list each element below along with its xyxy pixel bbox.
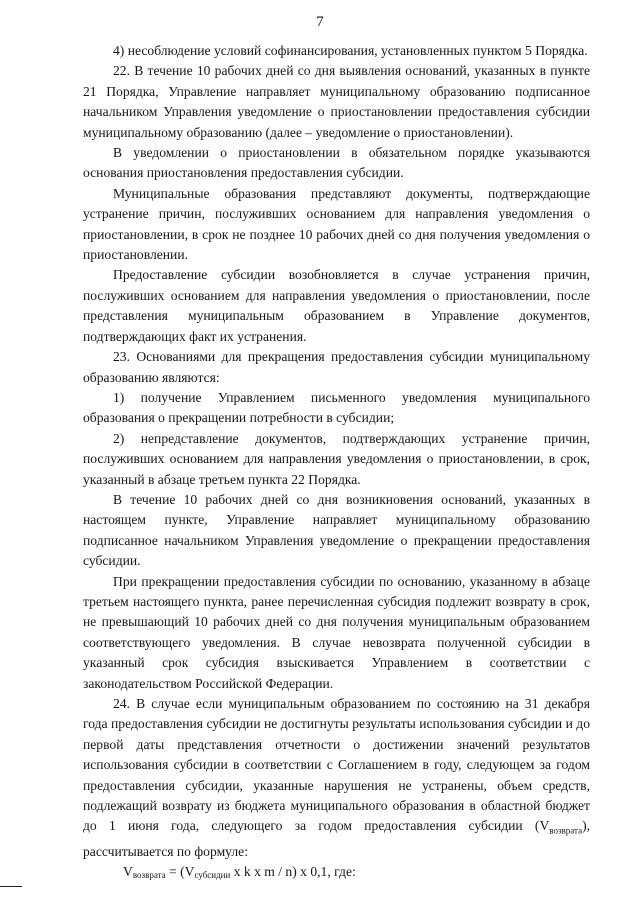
paragraph: Предоставление субсидии возобновляется в случае устранения причин, послуживших основанием для направления уведомления о приостановлении, после представления муниципальным образованием в Управление документов, подтверждающих факт их устранения. [83,267,590,344]
formula [83,862,590,885]
footnote-rule [0,886,22,887]
document-body [83,41,590,885]
paragraph-24 [83,694,590,862]
paragraph: 4) несоблюдение условий софинансирования, установленных пунктом 5 Порядка. [113,43,588,58]
list-item: 2) непредставление документов, подтверждающих устранение причин, послуживших основанием для направления уведомления о приостановлении, в срок, указанный в абзаце третьем пункта 22 Порядка. [83,430,590,487]
paragraph: В уведомлении о приостановлении в обязательном порядке указываются основания приостановления предоставления субсидии. [83,145,590,181]
formula-v-subscript: возврата [132,869,166,880]
page-number: 7 [316,14,324,30]
list-item: 1) получение Управлением письменного уведомления муниципального образования о прекращении потребности в субсидии; [83,389,590,426]
v-symbol-inline: V [539,818,550,834]
formula-rest: x k x m / n) x 0,1, где: [230,863,356,879]
paragraph: При прекращении предоставления субсидии по основанию, указанному в абзаце третьем настоящего пункта, ранее перечисленная субсидия подлежит возврату в срок, не превышающий 10 рабочих дней со дня получения муниципальным образованием соответствующего уведомления. В случае невозврата полученной субсидии в указанный срок субсидия взыскивается Управлением в соответствии с законодательством Российской Федерации. [83,573,590,691]
paragraph: 22. В течение 10 рабочих дней со дня выявления оснований, указанных в пункте 21 Порядка, Управление направляет муниципальному образованию подписанное начальником Управления уведомление о приостановлении предоставления субсидии муниципальному образованию (далее – уведомление о приостановлении). [83,63,590,140]
paragraph-24-tail: ), рассчитывается по формуле: [83,818,590,859]
paragraph: В течение 10 рабочих дней со дня возникновения оснований, указанных в настоящем пункте, Управление направляет муниципальному образованию подписанное начальником Управления уведомление о прекращении предоставления субсидии. [83,491,590,569]
formula-subsidy-subscript: субсидии [194,869,231,880]
v-subscript-inline: возврата [549,826,583,837]
formula-v: V [123,863,133,879]
paragraph-24-text: 24. В случае если муниципальным образованием по состоянию на 31 декабря года предоставления субсидии не достигнуты результаты использования субсидии и до первой даты представления отчетности о достижении значений результатов использования субсидии в соответствии с Соглашением в году, следующем за годом предоставления субсидии, указанные нарушения не устранены, объем средств, подлежащий возврату из бюджета муниципального образования в областной бюджет до 1 июня года, следующего за годом предоставления субсидии ( [83,696,590,834]
formula-eq: = (V [165,863,195,879]
paragraph: 23. Основаниями для прекращения предоставления субсидии муниципальному образованию являются: [83,349,590,385]
paragraph: Муниципальные образования представляют документы, подтверждающие устранение причин, послуживших основанием для направления уведомления о приостановлении, в срок не позднее 10 рабочих дней со дня получения уведомления о приостановлении. [83,185,590,263]
